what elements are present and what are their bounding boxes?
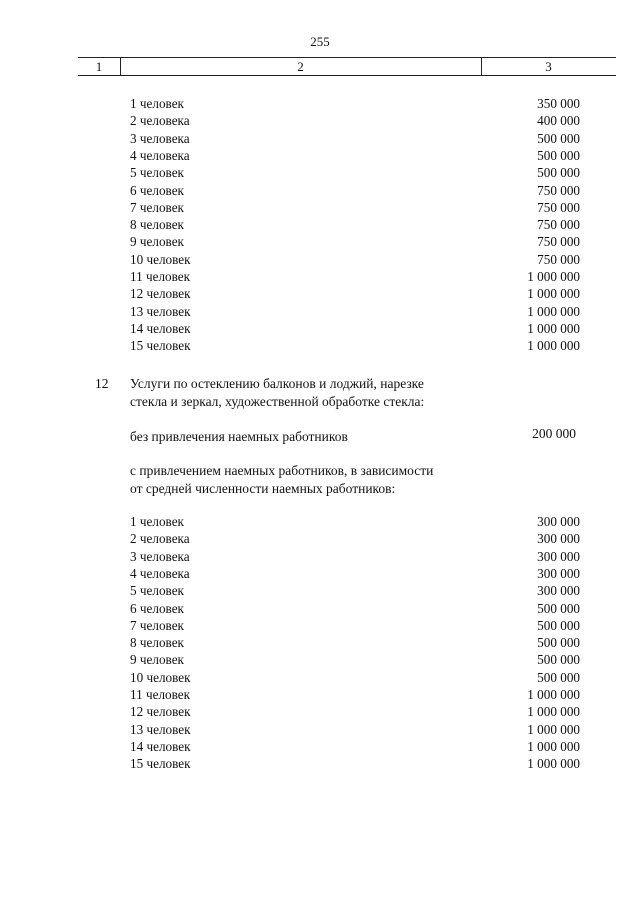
list-item xyxy=(0,582,640,599)
staff-count-label: 10 человек xyxy=(130,251,191,267)
staff-count-label: 8 человек xyxy=(130,217,184,233)
amount-value: 750 000 xyxy=(537,251,580,267)
staff-count-label: 15 человек xyxy=(130,338,191,354)
staff-count-label: 5 человек xyxy=(130,165,184,181)
amount-value: 500 000 xyxy=(537,669,580,685)
list-item xyxy=(0,112,640,129)
service-title-line1: Услуги по остеклению балконов и лоджий, нарезке xyxy=(130,376,424,391)
staff-count-label: 11 человек xyxy=(130,269,191,284)
list-item xyxy=(0,530,640,547)
amount-value: 1 000 000 xyxy=(527,303,580,319)
amount-value: 1 000 000 xyxy=(527,320,580,336)
amount-value: 750 000 xyxy=(537,217,580,233)
list-item xyxy=(0,738,640,755)
list-item xyxy=(0,600,640,617)
staff-count-label: 14 человек xyxy=(130,738,191,754)
amount-value: 1 000 000 xyxy=(527,687,580,702)
amount-value: 1 000 000 xyxy=(527,338,580,354)
list-item xyxy=(0,164,640,181)
staff-count-label: 7 человек xyxy=(130,617,184,633)
staff-count-label: 10 человек xyxy=(130,669,191,685)
list-item xyxy=(0,285,640,302)
amount-value: 300 000 xyxy=(537,514,580,529)
header-bottom-rule xyxy=(78,75,616,76)
amount-value: 500 000 xyxy=(537,652,580,668)
staff-count-label: 1 человек xyxy=(130,514,184,529)
list-item xyxy=(0,182,640,199)
staff-count-label: 12 человек xyxy=(130,704,191,720)
staff-count-label: 2 человека xyxy=(130,113,190,129)
amount-value: 750 000 xyxy=(537,199,580,215)
staff-count-label: 6 человек xyxy=(130,182,184,198)
service-number: 12 xyxy=(95,376,109,391)
staff-count-label: 9 человек xyxy=(130,652,184,668)
list-item xyxy=(0,199,640,216)
staff-count-label: 4 человека xyxy=(130,147,190,163)
staff-count-label: 3 человека xyxy=(130,548,190,564)
staff-count-label: 13 человек xyxy=(130,303,191,319)
staff-count-label: 13 человек xyxy=(130,721,191,737)
staff-count-label: 9 человек xyxy=(130,234,184,250)
staff-count-label: 3 человека xyxy=(130,130,190,146)
amount-value: 750 000 xyxy=(537,234,580,250)
list-item xyxy=(0,337,640,354)
list-item xyxy=(0,617,640,634)
amount-value: 350 000 xyxy=(537,96,580,111)
header-top-rule xyxy=(78,57,616,58)
staff-count-label: 5 человек xyxy=(130,583,184,599)
list-item xyxy=(0,268,640,285)
amount-value: 1 000 000 xyxy=(527,269,580,284)
amount-value: 1 000 000 xyxy=(527,286,580,302)
list-item xyxy=(0,251,640,268)
service-title-line2: стекла и зеркал, художественной обработке стекла: xyxy=(130,394,425,409)
staff-count-label: 12 человек xyxy=(130,286,191,302)
list-item xyxy=(0,303,640,320)
amount-value: 500 000 xyxy=(537,130,580,146)
amount-value: 300 000 xyxy=(537,548,580,564)
page-number: 255 xyxy=(310,34,330,49)
staff-count-label: 14 человек xyxy=(130,320,191,336)
list-item xyxy=(0,634,640,651)
amount-value: 1 000 000 xyxy=(527,721,580,737)
staff-count-label: 4 человека xyxy=(130,565,190,581)
amount-value: 300 000 xyxy=(537,583,580,599)
staff-count-label: 15 человек xyxy=(130,756,191,772)
amount-value: 500 000 xyxy=(537,617,580,633)
list-item xyxy=(0,703,640,720)
amount-value: 300 000 xyxy=(537,531,580,547)
staff-count-label: 7 человек xyxy=(130,199,184,215)
list-item xyxy=(0,233,640,250)
list-item xyxy=(0,686,640,703)
list-item xyxy=(0,651,640,668)
amount-value: 400 000 xyxy=(537,113,580,129)
amount-value: 500 000 xyxy=(537,165,580,181)
list-item xyxy=(0,320,640,337)
list-item xyxy=(0,755,640,772)
table-header xyxy=(78,57,616,76)
with-workers-line2: от средней численности наемных работников: xyxy=(130,481,396,496)
amount-value: 1 000 000 xyxy=(527,756,580,772)
list-item xyxy=(0,669,640,686)
no-workers-value: 200 000 xyxy=(532,426,576,441)
list-item xyxy=(0,95,640,112)
list-item xyxy=(0,216,640,233)
staff-count-label: 1 человек xyxy=(130,96,184,111)
amount-value: 500 000 xyxy=(537,635,580,651)
list-item xyxy=(0,147,640,164)
amount-value: 300 000 xyxy=(537,565,580,581)
amount-value: 1 000 000 xyxy=(527,704,580,720)
list-item xyxy=(0,130,640,147)
amount-value: 750 000 xyxy=(537,182,580,198)
list-item xyxy=(0,548,640,565)
amount-value: 500 000 xyxy=(537,147,580,163)
header-col-1: 1 xyxy=(95,59,103,74)
staff-count-label: 6 человек xyxy=(130,600,184,616)
amount-value: 1 000 000 xyxy=(527,738,580,754)
list-item xyxy=(0,565,640,582)
staff-count-label: 2 человека xyxy=(130,531,190,547)
staff-count-label: 11 человек xyxy=(130,687,191,702)
amount-value: 500 000 xyxy=(537,600,580,616)
no-workers-label: без привлечения наемных работников xyxy=(130,429,348,444)
header-col-3: 3 xyxy=(545,59,552,74)
list-item xyxy=(0,513,640,530)
header-col-2: 2 xyxy=(297,59,304,74)
list-item xyxy=(0,721,640,738)
staff-count-label: 8 человек xyxy=(130,635,184,651)
with-workers-line1: с привлечением наемных работников, в зависимости xyxy=(130,463,434,478)
